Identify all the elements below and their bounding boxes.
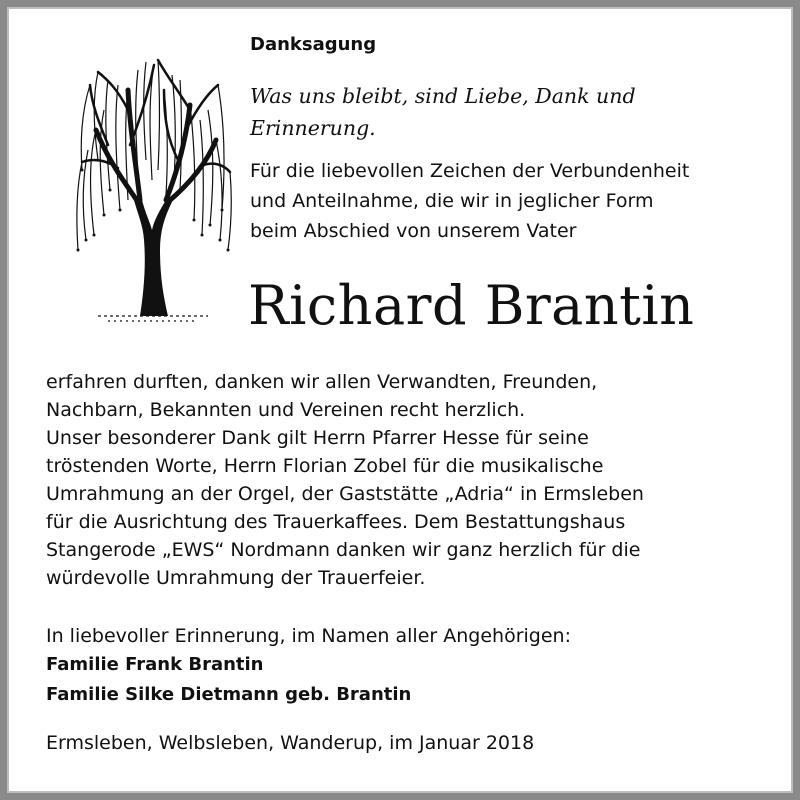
intro-paragraph: [250, 156, 780, 246]
motto-line: Erinnerung.: [250, 116, 376, 140]
deceased-name: Richard Brantin: [248, 274, 695, 337]
family-signature: Familie Frank Brantin: [46, 654, 264, 675]
heading-danksagung: Danksagung: [250, 34, 377, 55]
intro-line: und Anteilnahme, die wir in jeglicher Form: [250, 190, 654, 212]
place-and-date: Ermsleben, Welbsleben, Wanderup, im Januar 2018: [46, 732, 535, 754]
body-line: Umrahmung an der Orgel, der Gaststätte „Adria“ in Ermsleben: [46, 483, 644, 505]
motto-quote: [250, 80, 750, 144]
closing-line: In liebevoller Erinnerung, im Namen aller Angehörigen:: [46, 625, 571, 647]
intro-line: Für die liebevollen Zeichen der Verbundenheit: [250, 160, 690, 182]
body-line: tröstenden Worte, Herrn Florian Zobel für die musikalische: [46, 455, 604, 477]
thanks-paragraph: [46, 368, 766, 592]
motto-line: Was uns bleibt, sind Liebe, Dank und: [250, 84, 636, 108]
body-line: Stangerode „EWS“ Nordmann danken wir ganz herzlich für die: [46, 539, 641, 561]
intro-line: beim Abschied von unserem Vater: [250, 220, 577, 242]
body-line: Unser besonderer Dank gilt Herrn Pfarrer Hesse für seine: [46, 427, 589, 449]
body-line: für die Ausrichtung des Trauerkaffees. Dem Bestattungshaus: [46, 511, 626, 533]
body-line: würdevolle Umrahmung der Trauerfeier.: [46, 567, 426, 589]
weeping-willow-tree-icon: [68, 50, 233, 325]
body-line: Nachbarn, Bekannten und Vereinen recht herzlich.: [46, 399, 526, 421]
body-line: erfahren durften, danken wir allen Verwandten, Freunden,: [46, 371, 598, 393]
family-signature: Familie Silke Dietmann geb. Brantin: [46, 684, 412, 705]
